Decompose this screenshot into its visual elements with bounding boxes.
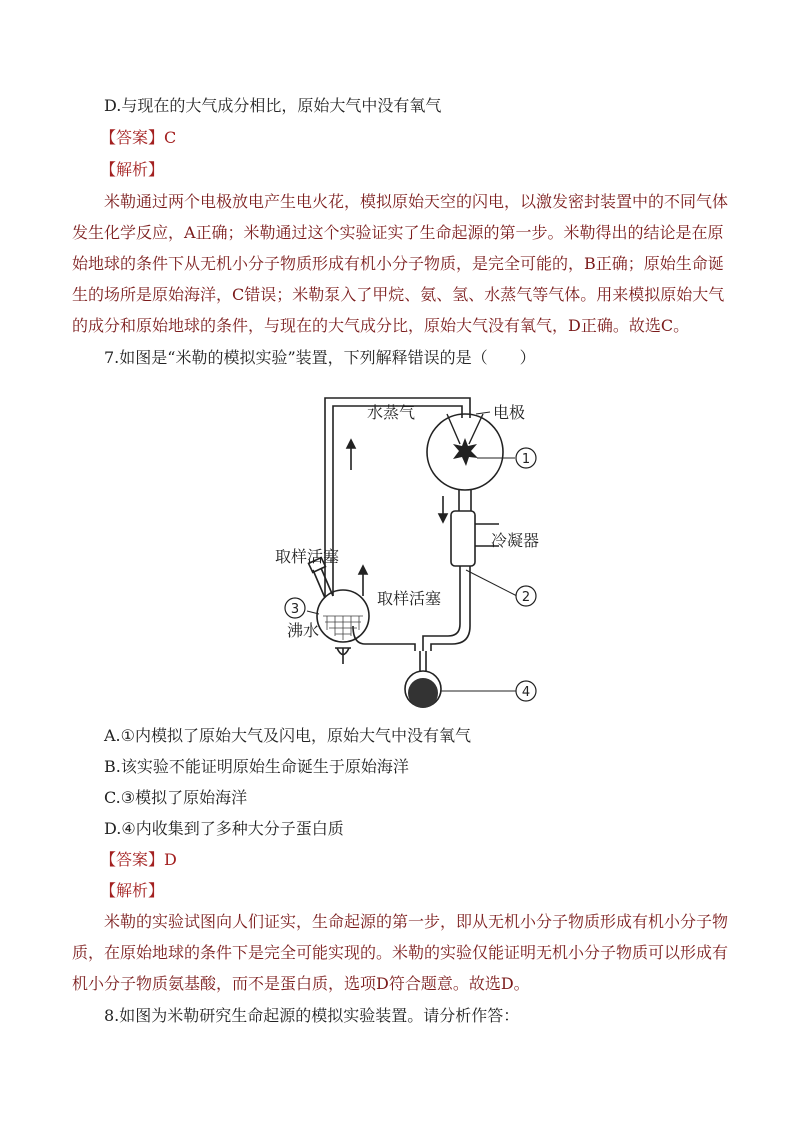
question-7-stem: 7.如图是“米勒的模拟实验”装置，下列解释错误的是（ ） <box>104 348 536 367</box>
answer-label: 【答案】 <box>100 128 165 147</box>
label-n1: 1 <box>521 452 531 467</box>
analysis-line: 始地球的条件下从无机小分子物质形成有机小分子物质，是完全可能的，B正确；原始生命诞 <box>72 254 724 273</box>
analysis-line: 生的场所是原始海洋，C错误；米勒泵入了甲烷、氨、氢、水蒸气等气体。用来模拟原始大气 <box>72 285 725 304</box>
label-electrode: 电极 <box>493 403 526 422</box>
option-b: B.该实验不能证明原始生命诞生于原始海洋 <box>104 757 409 776</box>
label-n3: 3 <box>290 602 300 617</box>
analysis-line: 的成分和原始地球的条件，与现在的大气成分比，原始大气没有氧气，D正确。故选C。 <box>72 316 690 335</box>
option-d: D.④内收集到了多种大分子蛋白质 <box>104 819 344 838</box>
analysis-q6 <box>72 186 729 341</box>
analysis-line: 米勒通过两个电极放电产生电火花，模拟原始天空的闪电，以激发密封装置中的不同气体 <box>104 192 729 211</box>
analysis-q7 <box>72 906 729 999</box>
answer-q6 <box>100 128 176 148</box>
analysis-line: 发生化学反应，A正确；米勒通过这个实验证实了生命起源的第一步。米勒得出的结论是在原 <box>72 223 724 242</box>
label-stopcock-left: 取样活塞 <box>275 547 340 566</box>
option-a: A.①内模拟了原始大气及闪电，原始大气中没有氧气 <box>104 726 471 745</box>
label-vapor: 水蒸气 <box>367 403 416 422</box>
option-d-prev: D.与现在的大气成分相比，原始大气中没有氧气 <box>104 96 442 115</box>
label-stopcock-mid: 取样活塞 <box>377 589 442 608</box>
question-8-stem: 8.如图为米勒研究生命起源的模拟实验装置。请分析作答： <box>104 1006 520 1025</box>
answer-value: D <box>164 850 177 869</box>
analysis-label-q7: 【解析】 <box>100 881 165 900</box>
analysis-line: 米勒的实验试图向人们证实，生命起源的第一步，即从无机小分子物质形成有机小分子物 <box>104 912 729 931</box>
analysis-line: 机小分子物质氨基酸，而不是蛋白质，选项D符合题意。故选D。 <box>72 974 530 993</box>
label-condenser: 冷凝器 <box>491 531 540 550</box>
answer-value: C <box>164 128 177 147</box>
label-n4: 4 <box>521 685 531 700</box>
miller-apparatus-figure <box>255 386 555 716</box>
answer-q7 <box>100 850 177 870</box>
analysis-line: 质，在原始地球的条件下是完全可能实现的。米勒的实验仅能证明无机小分子物质可以形成有 <box>72 943 729 962</box>
analysis-label-q6: 【解析】 <box>100 160 165 179</box>
answer-label: 【答案】 <box>100 850 165 869</box>
label-n2: 2 <box>521 590 531 605</box>
label-boiling: 沸水 <box>287 621 320 640</box>
option-c: C.③模拟了原始海洋 <box>104 788 248 807</box>
